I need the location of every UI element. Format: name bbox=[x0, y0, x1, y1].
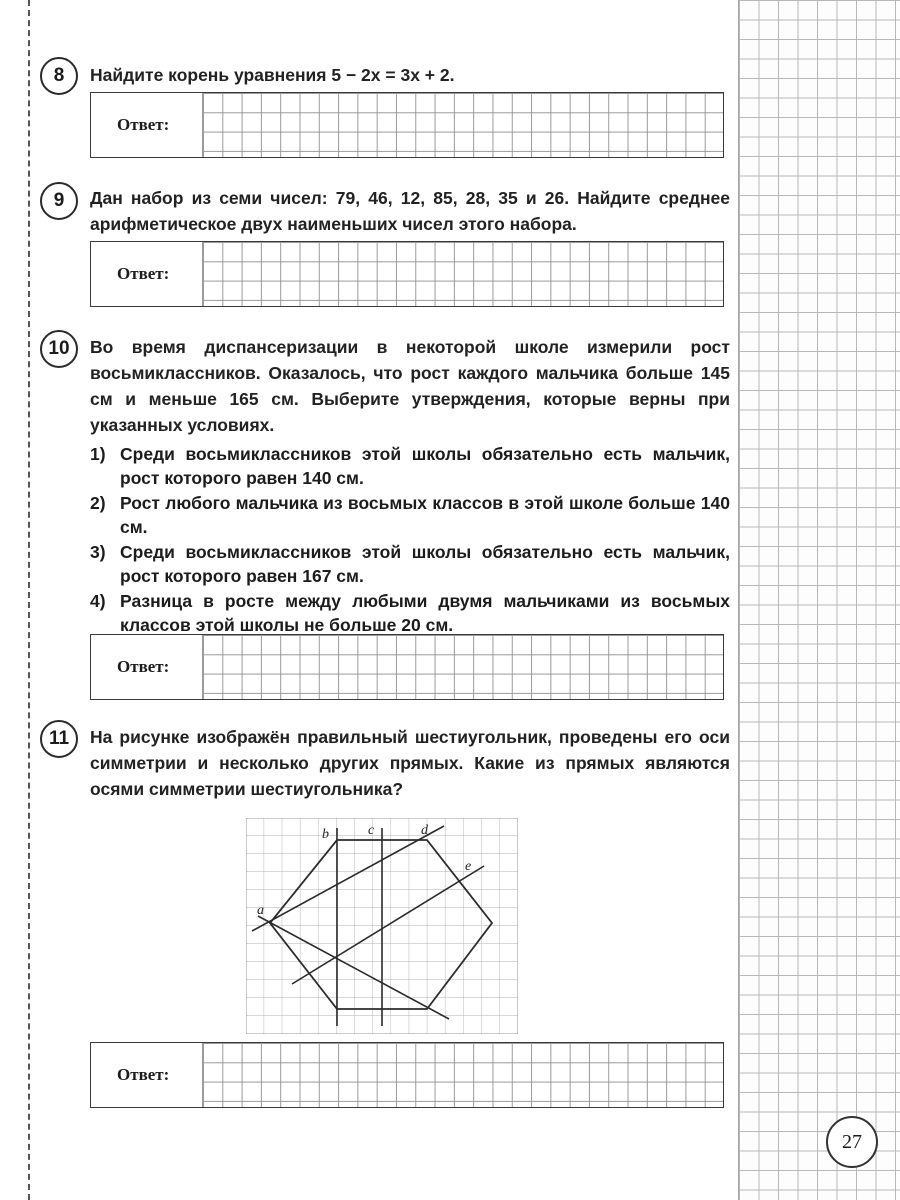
task-number: 9 bbox=[40, 182, 78, 220]
answer-cells[interactable] bbox=[202, 1043, 723, 1107]
answer-label: Ответ: bbox=[117, 115, 170, 134]
option-1: 1) Среди восьмиклассников этой школы обязательно есть мальчик, рост которого равен 140 см. bbox=[90, 444, 730, 488]
label-c: c bbox=[368, 823, 375, 838]
label-e: e bbox=[465, 859, 472, 874]
label-b: b bbox=[322, 827, 329, 842]
label-d: d bbox=[421, 823, 428, 838]
option-2: 2) Рост любого мальчика из восьмых классов в этой школе больше 140 см. bbox=[90, 493, 730, 537]
task-8 bbox=[40, 56, 730, 160]
page-number: 27 bbox=[826, 1116, 878, 1168]
label-a: a bbox=[257, 903, 264, 918]
answer-field[interactable] bbox=[90, 92, 724, 158]
answer-field[interactable] bbox=[90, 241, 724, 307]
task-number: 11 bbox=[40, 720, 78, 758]
task-9 bbox=[40, 181, 730, 311]
answer-field[interactable] bbox=[90, 634, 724, 700]
task-11 bbox=[40, 720, 730, 799]
answer-cells[interactable] bbox=[202, 242, 723, 306]
answer-label: Ответ: bbox=[117, 264, 170, 283]
answer-label: Ответ: bbox=[117, 657, 170, 676]
option-3: 3) Среди восьмиклассников этой школы обязательно есть мальчик, рост которого равен 167 см. bbox=[90, 542, 730, 586]
margin-grid bbox=[738, 0, 900, 1200]
answer-cells[interactable] bbox=[202, 635, 723, 699]
options-list bbox=[90, 442, 730, 638]
hexagon-figure bbox=[246, 818, 518, 1034]
task-text: На рисунке изображён правильный шестиугольник, проведены его оси симметрии и несколько других прямых. Какие из прямых являются осями симметрии шестиугольника? bbox=[90, 727, 730, 799]
task-number: 8 bbox=[40, 57, 78, 95]
task-number: 10 bbox=[40, 330, 78, 368]
answer-label: Ответ: bbox=[117, 1065, 170, 1084]
cut-line bbox=[28, 0, 30, 1200]
answer-field-11[interactable] bbox=[90, 1042, 724, 1108]
task-text: Во время диспансеризации в некоторой школе измерили рост восьмиклассников. Оказалось, что рост каждого мальчика больше 145 см и меньше 165 см. Выберите утверждения, которые верны при указанных условиях. bbox=[90, 337, 730, 435]
task-10 bbox=[40, 330, 730, 700]
option-4: 4) Разница в росте между любыми двумя мальчиками из восьмых классов этой школы не больше 20 см. bbox=[90, 591, 730, 635]
answer-cells[interactable] bbox=[202, 93, 723, 157]
task-text: Дан набор из семи чисел: 79, 46, 12, 85, 28, 35 и 26. Найдите среднее арифметическое двух наименьших чисел этого набора. bbox=[90, 188, 730, 234]
task-text: Найдите корень уравнения 5 − 2x = 3x + 2. bbox=[90, 65, 455, 85]
